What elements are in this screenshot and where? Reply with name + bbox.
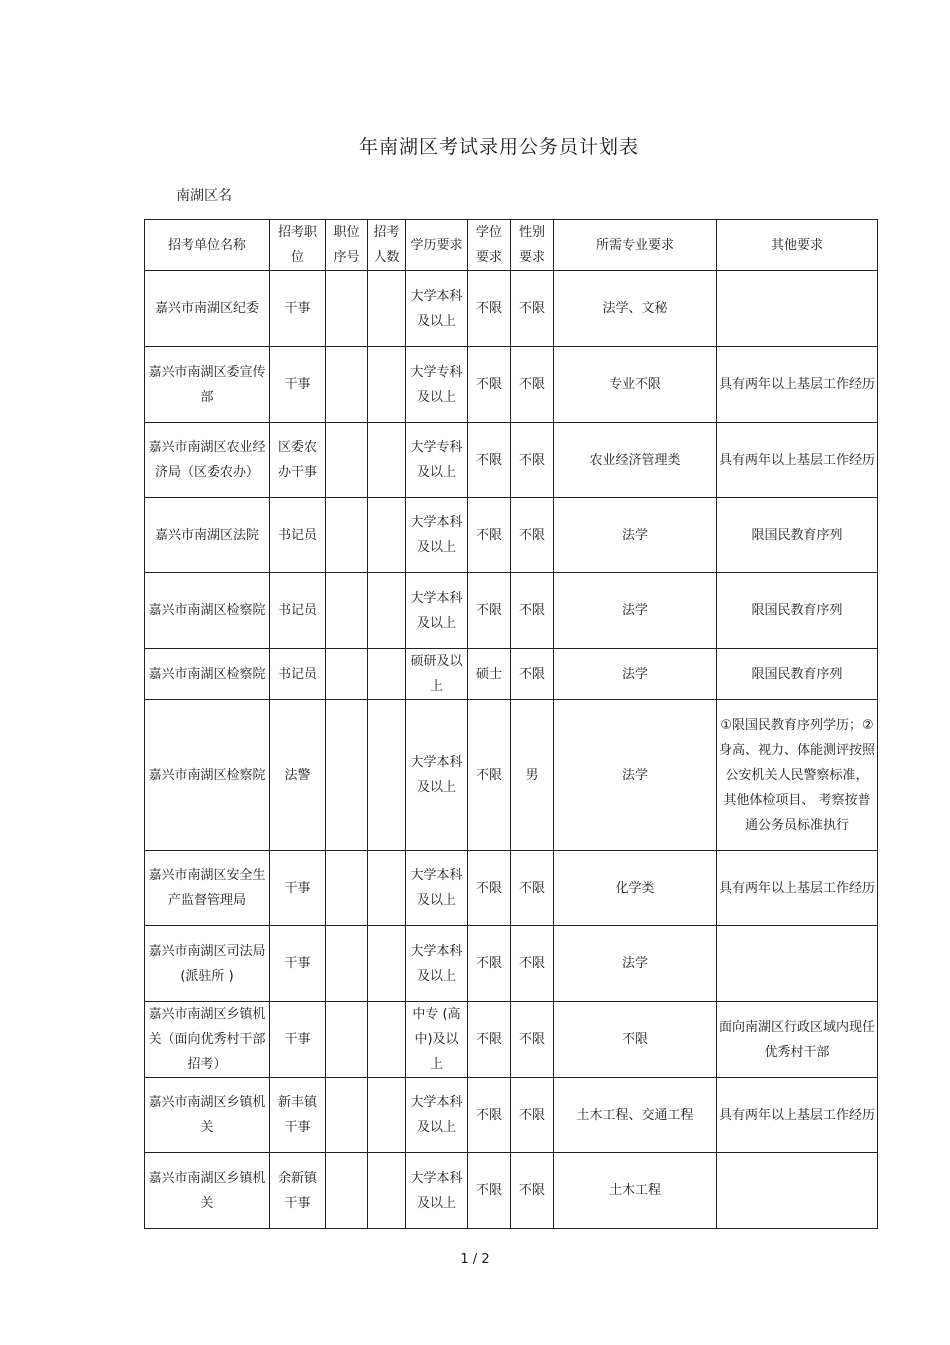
cell-seq [326,926,368,1002]
table-row [145,700,878,851]
cell-position: 区委农办干事 [270,423,326,498]
cell-seq [326,649,368,700]
cell-degree: 不限 [468,423,511,498]
cell-edu: 大学本科及以上 [406,573,468,649]
cell-seq [326,423,368,498]
cell-edu: 大学专科及以上 [406,347,468,423]
cell-gender: 不限 [511,1002,554,1078]
col-header-other: 其他要求 [717,220,878,271]
cell-unit: 嘉兴市南湖区检察院 [145,649,270,700]
cell-edu: 大学专科及以上 [406,423,468,498]
cell-unit: 嘉兴市南湖区乡镇机关 [145,1153,270,1229]
cell-position: 干事 [270,926,326,1002]
cell-other: 具有两年以上基层工作经历 [717,347,878,423]
cell-major: 法学 [554,926,717,1002]
cell-gender: 不限 [511,926,554,1002]
cell-gender: 不限 [511,1078,554,1153]
cell-major: 法学 [554,573,717,649]
cell-degree: 不限 [468,1153,511,1229]
cell-count [368,1153,406,1229]
cell-degree: 不限 [468,851,511,926]
cell-gender: 不限 [511,271,554,347]
cell-edu: 大学本科及以上 [406,1153,468,1229]
cell-position: 书记员 [270,649,326,700]
cell-other: ①限国民教育序列学历；②身高、视力、体能测评按照公安机关人民警察标准， 其他体检项目、 考察按普通公务员标准执行 [717,700,878,851]
cell-unit: 嘉兴市南湖区农业经济局（区委农办） [145,423,270,498]
cell-position: 干事 [270,271,326,347]
cell-count [368,573,406,649]
cell-other: 具有两年以上基层工作经历 [717,1078,878,1153]
cell-other: 限国民教育序列 [717,498,878,573]
cell-major: 法学 [554,649,717,700]
cell-gender: 不限 [511,649,554,700]
cell-major: 化学类 [554,851,717,926]
cell-position: 书记员 [270,498,326,573]
cell-edu: 大学本科及以上 [406,498,468,573]
cell-other: 具有两年以上基层工作经历 [717,423,878,498]
cell-gender: 不限 [511,423,554,498]
cell-gender: 不限 [511,347,554,423]
cell-other: 面向南湖区行政区域内现任优秀村干部 [717,1002,878,1078]
cell-unit: 嘉兴市南湖区检察院 [145,700,270,851]
cell-unit: 嘉兴市南湖区纪委 [145,271,270,347]
cell-seq [326,700,368,851]
table-row [145,423,878,498]
cell-unit: 嘉兴市南湖区司法局 (派驻所 ) [145,926,270,1002]
col-header-major: 所需专业要求 [554,220,717,271]
cell-count [368,1002,406,1078]
cell-count [368,851,406,926]
header-row [145,220,878,271]
cell-degree: 不限 [468,1078,511,1153]
cell-gender: 不限 [511,498,554,573]
cell-unit: 嘉兴市南湖区法院 [145,498,270,573]
cell-major: 农业经济管理类 [554,423,717,498]
table-row [145,926,878,1002]
cell-seq [326,1078,368,1153]
cell-edu: 大学本科及以上 [406,271,468,347]
cell-gender: 不限 [511,1153,554,1229]
cell-degree: 不限 [468,1002,511,1078]
cell-other: 具有两年以上基层工作经历 [717,851,878,926]
cell-degree: 不限 [468,498,511,573]
cell-count [368,700,406,851]
cell-position: 干事 [270,851,326,926]
col-header-gender: 性别要求 [511,220,554,271]
cell-other [717,271,878,347]
cell-seq [326,851,368,926]
region-label: 南湖区名 [176,188,232,204]
cell-count [368,423,406,498]
table-row [145,649,878,700]
cell-major: 法学 [554,700,717,851]
cell-position: 书记员 [270,573,326,649]
cell-count [368,271,406,347]
table-row [145,347,878,423]
cell-other [717,1153,878,1229]
cell-edu: 中专 (高中)及以上 [406,1002,468,1078]
cell-unit: 嘉兴市南湖区乡镇机关 [145,1078,270,1153]
cell-seq [326,347,368,423]
cell-seq [326,1153,368,1229]
cell-count [368,498,406,573]
cell-major: 法学 [554,498,717,573]
cell-major: 专业不限 [554,347,717,423]
cell-edu: 大学本科及以上 [406,851,468,926]
cell-edu: 大学本科及以上 [406,926,468,1002]
cell-seq [326,498,368,573]
cell-degree: 不限 [468,347,511,423]
cell-unit: 嘉兴市南湖区委宣传部 [145,347,270,423]
cell-unit: 嘉兴市南湖区检察院 [145,573,270,649]
cell-gender: 不限 [511,573,554,649]
cell-unit: 嘉兴市南湖区安全生产监督管理局 [145,851,270,926]
table-row [145,1002,878,1078]
cell-other: 限国民教育序列 [717,649,878,700]
cell-position: 余新镇干事 [270,1153,326,1229]
cell-seq [326,573,368,649]
cell-count [368,347,406,423]
cell-count [368,649,406,700]
cell-position: 干事 [270,347,326,423]
col-header-seq: 职位序号 [326,220,368,271]
table-row [145,1078,878,1153]
cell-major: 不限 [554,1002,717,1078]
cell-degree: 不限 [468,926,511,1002]
table-row [145,271,878,347]
cell-position: 新丰镇干事 [270,1078,326,1153]
col-header-position: 招考职位 [270,220,326,271]
cell-degree: 不限 [468,700,511,851]
recruitment-plan-table [144,219,878,1229]
col-header-edu: 学历要求 [406,220,468,271]
cell-other [717,926,878,1002]
table-row [145,1153,878,1229]
cell-count [368,1078,406,1153]
cell-major: 土木工程 [554,1153,717,1229]
col-header-unit: 招考单位名称 [145,220,270,271]
table-row [145,573,878,649]
cell-count [368,926,406,1002]
table-row [145,851,878,926]
cell-gender: 男 [511,700,554,851]
cell-unit: 嘉兴市南湖区乡镇机关（面向优秀村干部招考） [145,1002,270,1078]
cell-edu: 大学本科及以上 [406,700,468,851]
cell-seq [326,1002,368,1078]
cell-degree: 硕士 [468,649,511,700]
col-header-degree: 学位要求 [468,220,511,271]
cell-other: 限国民教育序列 [717,573,878,649]
cell-degree: 不限 [468,271,511,347]
cell-edu: 大学本科及以上 [406,1078,468,1153]
page-title: 年南湖区考试录用公务员计划表 [358,136,639,158]
cell-edu: 硕研及以上 [406,649,468,700]
cell-degree: 不限 [468,573,511,649]
col-header-count: 招考人数 [368,220,406,271]
page-number: 1 / 2 [460,1252,490,1267]
cell-position: 法警 [270,700,326,851]
cell-seq [326,271,368,347]
cell-major: 土木工程、交通工程 [554,1078,717,1153]
cell-position: 干事 [270,1002,326,1078]
cell-major: 法学、文秘 [554,271,717,347]
cell-gender: 不限 [511,851,554,926]
table-row [145,498,878,573]
